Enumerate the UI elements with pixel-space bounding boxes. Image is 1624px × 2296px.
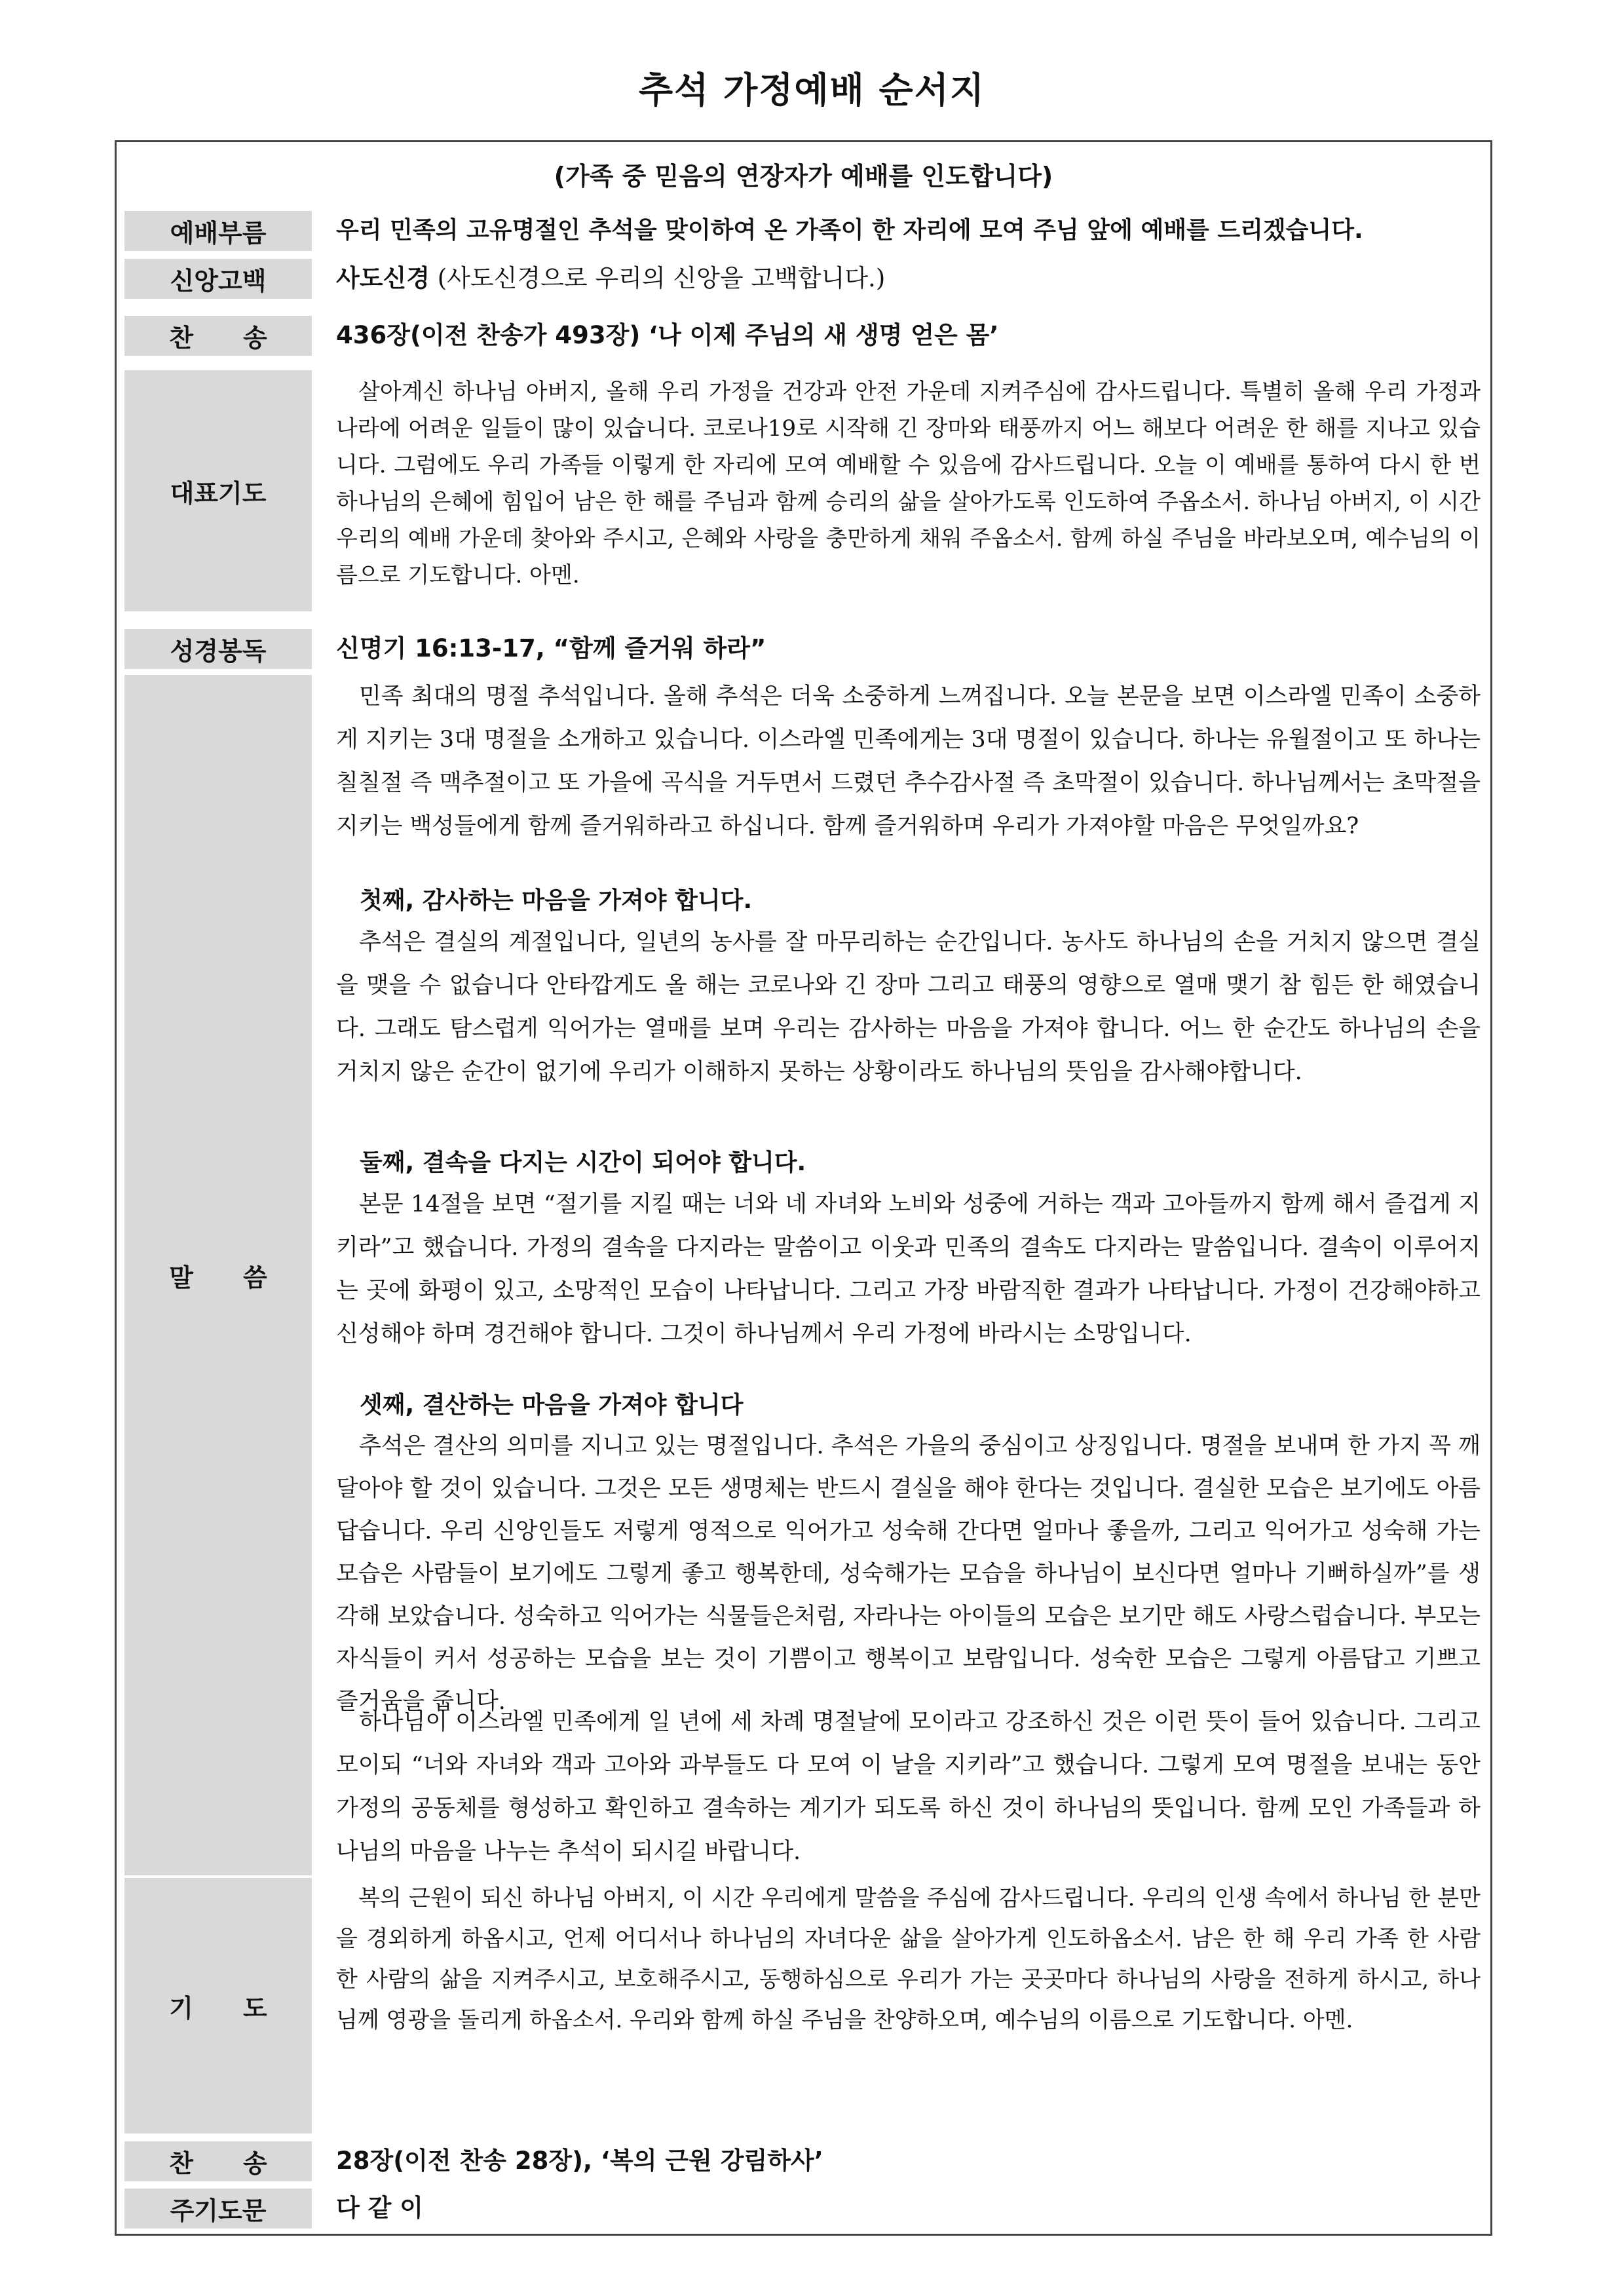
sermon-intro: 민족 최대의 명절 추석입니다. 올해 추석은 더욱 소중하게 느껴집니다. 오늘 본문을 보면 이스라엘 민족이 소중하게 지키는 3대 명절을 소개하고 있습니다. 이스라엘 민족에게는 3대 명절이 있습니다. 하나는 유월절이고 또 하나는 칠칠절 즉 맥추절이고 또 가을에 곡식을 거두면서 드렸던 추수감사절 즉 초막절이 있습니다. 하나님께서는 초막절을 지키는 백성들에게 함께 즐거워하라고 하십니다. 함께 즐거워하며 우리가 가져야할 마음은 무엇일까요?: [336, 683, 1481, 839]
page-title: 추석 가정예배 순서지: [638, 69, 986, 111]
sermon-point-2-text: 본문 14절을 보면 “절기를 지킬 때는 너와 네 자녀와 노비와 성중에 거하는 객과 고아들까지 함께 해서 즐겁게 지키라”고 했습니다. 가정의 결속을 다지라는 말씀이고 이웃과 민족의 결속도 다지라는 말씀입니다. 결속이 이루어지는 곳에 화평이 있고, 소망적인 모습이 나타납니다. 그리고 가장 바람직한 결과가 나타납니다. 가정이 건강해야하고 신성해야 하며 경건해야 합니다. 그것이 하나님께서 우리 가정에 바라시는 소망입니다.: [336, 1191, 1481, 1347]
representative-prayer-text: 살아계신 하나님 아버지, 올해 우리 가정을 건강과 안전 가운데 지켜주심에 감사드립니다. 특별히 올해 우리 가정과 나라에 어려운 일들이 많이 있습니다. 코로나19로 시작해 긴 장마와 태풍까지 어느 해보다 어려운 한 해를 지나고 있습니다. 그럼에도 우리 가족들 이렇게 한 자리에 모여 예배할 수 있음에 감사드립니다. 오늘 이 예배를 통하여 다시 한 번 하나님의 은혜에 힘입어 남은 한 해를 주님과 함께 승리의 삶을 살아가도록 인도하여 주옵소서. 하나님 아버지, 이 시간 우리의 예배 가운데 찾아와 주시고, 은혜와 사랑을 충만하게 채워 주옵소서. 함께 하실 주님을 바라보오며, 예수님의 이름으로 기도합니다. 아멘.: [336, 379, 1481, 588]
label-call-to-worship: 예배부름: [124, 211, 312, 251]
sermon-point-1-heading: 첫째, 감사하는 마음을 가져야 합니다.: [360, 887, 753, 914]
label-closing-prayer: 기 도: [124, 1878, 312, 2133]
label-lords-prayer: 주기도문: [124, 2189, 312, 2229]
label-sermon: 말 씀: [124, 675, 312, 1875]
label-representative-prayer: 대표기도: [124, 370, 312, 611]
call-to-worship-text: 우리 민족의 고유명절인 추석을 맞이하여 온 가족이 한 자리에 모여 주님 앞에 예배를 드리겠습니다.: [336, 217, 1363, 244]
label-hymn-1: 찬 송: [124, 316, 312, 356]
label-scripture-reading: 성경봉독: [124, 629, 312, 669]
scripture-text: 신명기 16:13-17, “함께 즐거워 하라”: [336, 634, 766, 662]
creed-line: [336, 259, 885, 298]
hymn-1-text: 436장(이전 찬송가 493장) ‘나 이제 주님의 새 생명 얻은 몸’: [336, 321, 999, 349]
sermon-point-2-heading: 둘째, 결속을 다지는 시간이 되어야 합니다.: [360, 1149, 806, 1176]
creed-note: (사도신경으로 우리의 신앙을 고백합니다.): [429, 264, 886, 292]
lords-prayer-text: 다 같 이: [336, 2194, 423, 2222]
label-creed: 신앙고백: [124, 259, 312, 299]
sermon-point-1-text: 추석은 결실의 계절입니다, 일년의 농사를 잘 마무리하는 순간입니다. 농사도 하나님의 손을 거치지 않으면 결실을 맺을 수 없습니다 안타깝게도 올 해는 코로나와 긴 장마 그리고 태풍의 영향으로 열매 맺기 참 힘든 한 해였습니다. 그래도 탐스럽게 익어가는 열매를 보며 우리는 감사하는 마음을 가져야 합니다. 어느 한 순간도 하나님의 손을 거치지 않은 순간이 없기에 우리가 이해하지 못하는 상황이라도 하나님의 뜻임을 감사해야합니다.: [336, 929, 1481, 1085]
sermon-closing-text: 하나님이 이스라엘 민족에게 일 년에 세 차례 명절날에 모이라고 강조하신 것은 이런 뜻이 들어 있습니다. 그리고 모이되 “너와 자녀와 객과 고아와 과부들도 다 모여 이 날을 지키라”고 했습니다. 그렇게 모여 명절을 보내는 동안 가정의 공동체를 형성하고 확인하고 결속하는 계기가 되도록 하신 것이 하나님의 뜻입니다. 함께 모인 가족들과 하나님의 마음을 나누는 추석이 되시길 바랍니다.: [336, 1709, 1481, 1865]
label-hymn-2: 찬 송: [124, 2141, 312, 2181]
sermon-point-3-text: 추석은 결산의 의미를 지니고 있는 명절입니다. 추석은 가을의 중심이고 상징입니다. 명절을 보내며 한 가지 꼭 깨달아야 할 것이 있습니다. 그것은 모든 생명체는 반드시 결실을 해야 한다는 것입니다. 결실한 모습은 보기에도 아름답습니다. 우리 신앙인들도 저렇게 영적으로 익어가고 성숙해 간다면 얼마나 좋을까, 그리고 익어가고 성숙해 가는 모습은 사람들이 보기에도 그렇게 좋고 행복한데, 성숙해가는 모습을 하나님이 보신다면 얼마나 기뻐하실까”를 생각해 보았습니다. 성숙하고 익어가는 식물들은처럼, 자라나는 아이들의 모습은 보기만 해도 사랑스럽습니다. 부모는 자식들이 커서 성공하는 모습을 보는 것이 기쁨이고 행복이고 보람입니다. 성숙한 모습은 그렇게 아름답고 기쁘고 즐거움을 줍니다.: [336, 1433, 1481, 1715]
sermon-point-3-heading: 셋째, 결산하는 마음을 가져야 합니다: [360, 1392, 744, 1419]
closing-prayer-text: 복의 근원이 되신 하나님 아버지, 이 시간 우리에게 말씀을 주심에 감사드립니다. 우리의 인생 속에서 하나님 한 분만을 경외하게 하옵시고, 언제 어디서나 하나님의 자녀다운 삶을 살아가게 인도하옵소서. 남은 한 해 우리 가족 한 사람 한 사람의 삶을 지켜주시고, 보호해주시고, 동행하심으로 우리가 가는 곳곳마다 하나님의 사랑을 전하게 하시고, 하나님께 영광을 돌리게 하옵소서. 우리와 함께 하실 주님을 찬양하오며, 예수님의 이름으로 기도합니다. 아멘.: [336, 1885, 1481, 2033]
hymn-2-text: 28장(이전 찬송 28장), ‘복의 근원 강림하사’: [336, 2147, 823, 2175]
creed-name: 사도신경: [336, 264, 430, 292]
subtitle: (가족 중 믿음의 연장자가 예배를 인도합니다): [554, 162, 1053, 191]
